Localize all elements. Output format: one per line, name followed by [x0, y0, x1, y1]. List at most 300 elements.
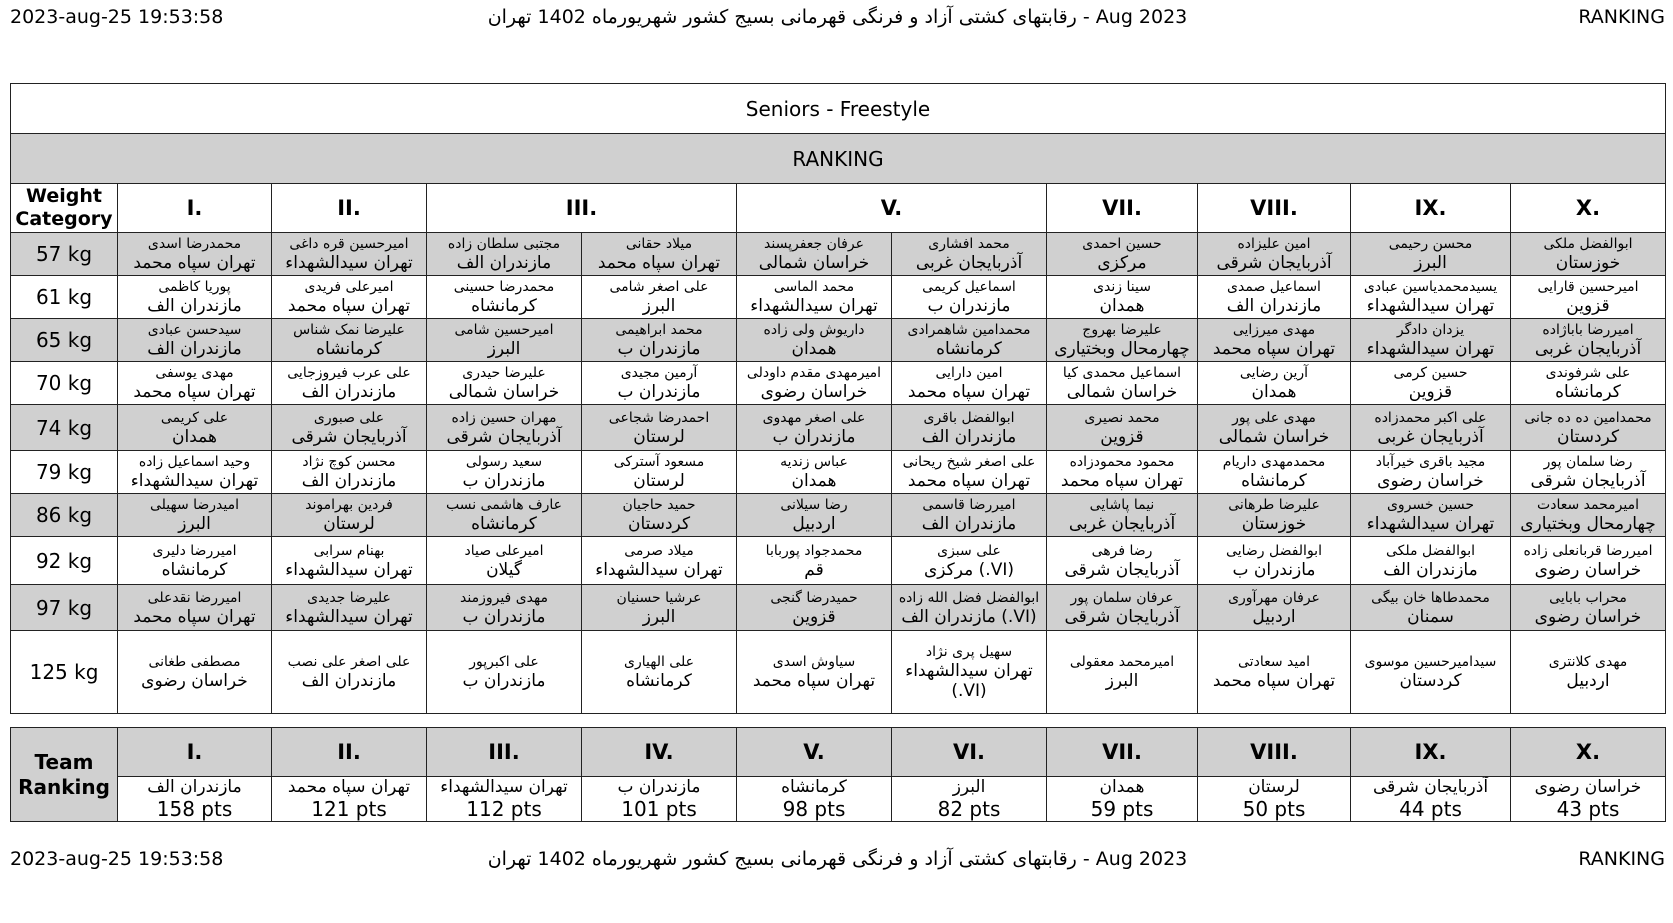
wrestler-cell: [1198, 451, 1351, 494]
wrestler-name: علی اصغر شیخ ریحانی: [902, 454, 1036, 470]
weight-category-cell: 92 kg: [11, 537, 118, 585]
table-row: [11, 585, 1666, 631]
wrestler-name: محراب بابایی: [1549, 589, 1627, 606]
wrestler-name: علیرضا جدیدی: [307, 589, 391, 606]
wrestler-cell: [892, 494, 1047, 537]
wrestler-team: البرز: [642, 296, 676, 316]
wrestler-name: محمد نصیری: [1084, 409, 1160, 426]
team-ranking-cell: [118, 777, 272, 822]
wrestler-name: وحید اسماعیل زاده: [138, 454, 251, 470]
weight-category-header: Weight Category: [11, 184, 118, 233]
wrestler-name: مجتبی سلطان زاده: [447, 236, 561, 252]
team-points: 158 pts: [156, 797, 233, 821]
table-row: [11, 631, 1666, 714]
team-ranking-cell: [1198, 777, 1351, 822]
wrestler-cell: [1198, 494, 1351, 537]
wrestler-name: محمد الماسی: [773, 279, 855, 295]
wrestler-name: علیرضا طرهانی: [1228, 497, 1320, 513]
wrestler-name: نیما پاشایی: [1089, 497, 1155, 513]
wrestler-team: خراسان شمالی: [448, 382, 560, 402]
wrestler-name: یزدان دادگر: [1396, 322, 1465, 338]
wrestler-team: تهران سپاه محمد: [287, 296, 411, 316]
wrestler-cell: [1047, 631, 1198, 714]
wrestler-name: علیرضا نمک شناس: [293, 322, 405, 338]
wrestler-cell: [1351, 631, 1511, 714]
wrestler-name: امیررضا باباژاده: [1542, 322, 1634, 338]
wrestler-team: مازندران الف: [147, 339, 242, 359]
wrestler-name: حسین کرمی: [1393, 365, 1468, 381]
wrestler-team: البرز: [178, 514, 211, 534]
wrestler-name: احمدرضا شجاعی: [608, 409, 710, 426]
team-points: 98 pts: [782, 797, 846, 821]
wrestler-name: میلاد حقانی: [625, 236, 693, 252]
rank-header: IX.: [1351, 184, 1511, 233]
team-points: 112 pts: [466, 797, 542, 821]
wrestler-name: علی اکبر محمدزاده: [1374, 409, 1487, 426]
wrestler-cell: [582, 405, 737, 451]
team-ranking-cell: [1047, 777, 1198, 822]
wrestler-name: سیدامیرحسین موسوی: [1364, 654, 1497, 670]
wrestler-team: (VI.) مرکزی: [923, 559, 1014, 580]
wrestler-cell: [1047, 405, 1198, 451]
wrestler-cell: [737, 585, 892, 631]
wrestler-team: تهران سپاه محمد: [597, 253, 721, 273]
header-right-label: RANKING: [1578, 6, 1665, 28]
wrestler-team: البرز: [1414, 253, 1447, 273]
wrestler-name: امیرمحمد معقولی: [1069, 654, 1175, 670]
wrestler-team: مازندران ب: [1232, 559, 1316, 580]
wrestler-cell: [1511, 494, 1666, 537]
team-ranking-cell: [892, 777, 1047, 822]
wrestler-team: همدان: [791, 471, 837, 491]
wrestler-team: سمنان: [1407, 606, 1454, 627]
team-rank-header: III.: [427, 728, 582, 777]
team-ranking-cell: [1351, 777, 1511, 822]
team-ranking-cell: [737, 777, 892, 822]
wrestler-cell: [737, 362, 892, 405]
wrestler-team: اردبیل: [1252, 606, 1296, 627]
wrestler-cell: [427, 362, 582, 405]
wrestler-cell: [1351, 233, 1511, 276]
wrestler-team: خراسان شمالی: [1218, 426, 1330, 447]
wrestler-cell: [427, 405, 582, 451]
wrestler-name: سعید رسولی: [465, 454, 543, 470]
wrestler-name: عرشیا حسنیان: [616, 589, 702, 606]
wrestler-team: آذربایجان شرقی: [446, 426, 562, 447]
wrestler-team: مازندران ب: [617, 382, 701, 402]
footer-title: رقابتهای کشتی آزاد و فرنگی قهرمانی بسیج کشور شهریورماه 1402 تهران - Aug 2023: [487, 848, 1188, 870]
wrestler-cell: [1047, 276, 1198, 319]
wrestler-name: محمد ابراهیمی: [615, 322, 703, 338]
wrestler-cell: [272, 585, 427, 631]
wrestler-team: تهران سیدالشهداء: [1366, 339, 1495, 359]
wrestler-team: آذربایجان شرقی: [291, 426, 407, 447]
wrestler-cell: [1047, 585, 1198, 631]
wrestler-name: مهدی یوسفی: [155, 365, 234, 381]
wrestler-cell: [1511, 585, 1666, 631]
wrestler-name: بهنام سرابی: [313, 542, 385, 559]
header-title: رقابتهای کشتی آزاد و فرنگی قهرمانی بسیج کشور شهریورماه 1402 تهران - Aug 2023: [487, 6, 1188, 28]
wrestler-cell: [118, 233, 272, 276]
wrestler-name: مهران حسین زاده: [451, 409, 557, 426]
wrestler-cell: [892, 585, 1047, 631]
wrestler-name: مهدی فیروزمند: [460, 589, 548, 606]
wrestler-team: مازندران الف: [301, 471, 397, 491]
wrestler-team: کرمانشاه: [626, 671, 692, 691]
wrestler-team: آذربایجان شرقی: [1064, 606, 1180, 627]
wrestler-name: رضا سلمان پور: [1543, 454, 1633, 470]
wrestler-name: محمدمهدی داریام: [1222, 454, 1326, 470]
wrestler-name: علی اصغر شامی: [609, 279, 709, 295]
wrestler-name: مصطفی طغانی: [148, 654, 241, 670]
team-ranking-cell: [582, 777, 737, 822]
wrestler-team: کرمانشاه: [1241, 471, 1307, 491]
wrestler-cell: [1351, 451, 1511, 494]
wrestler-team: همدان: [1251, 382, 1297, 402]
wrestler-team: لرستان: [633, 471, 685, 491]
wrestler-team: تهران سیدالشهداء: [285, 606, 413, 627]
wrestler-cell: [737, 494, 892, 537]
wrestler-team: کرمانشاه: [471, 296, 537, 316]
team-name: تهران سپاه محمد: [287, 777, 411, 797]
wrestler-name: محمدرضا حسینی: [453, 279, 555, 295]
wrestler-team: مازندران الف: [456, 253, 552, 273]
table-row: [11, 537, 1666, 585]
wrestler-cell: [582, 631, 737, 714]
wrestler-team: آذربایجان شرقی: [1064, 559, 1180, 580]
wrestler-team: آذربایجان غربی: [1068, 514, 1176, 534]
wrestler-team: خراسان رضوی: [1534, 606, 1642, 627]
wrestler-cell: [737, 319, 892, 362]
wrestler-cell: [427, 631, 582, 714]
wrestler-team: مازندران ب: [462, 471, 546, 491]
wrestler-name: علی الهیاری: [624, 654, 694, 670]
team-rank-header: X.: [1511, 728, 1666, 777]
wrestler-cell: [427, 585, 582, 631]
wrestler-cell: [1047, 537, 1198, 585]
wrestler-team: تهران سپاه محمد: [1060, 471, 1184, 491]
wrestler-team: تهران سپاه محمد: [1212, 339, 1336, 359]
wrestler-name: علی شرفوندی: [1545, 365, 1631, 381]
wrestler-name: محمد افشاری: [928, 236, 1010, 252]
wrestler-name: امیرعلی فریدی: [304, 279, 394, 295]
wrestler-team: قزوین: [1408, 382, 1453, 402]
wrestler-team: خراسان رضوی: [1534, 559, 1642, 580]
weight-category-cell: 70 kg: [11, 362, 118, 405]
wrestler-cell: [272, 405, 427, 451]
wrestler-name: مجید باقری خیرآباد: [1375, 454, 1486, 470]
wrestler-name: اسماعیل کریمی: [922, 279, 1016, 295]
wrestler-team: تهران سپاه محمد: [907, 471, 1031, 491]
wrestler-name: علی سبزی: [937, 542, 1001, 559]
wrestler-team: خراسان رضوی: [141, 671, 248, 691]
wrestler-name: محمود محمودزاده: [1069, 454, 1175, 470]
wrestler-team: اردبیل: [792, 514, 836, 534]
wrestler-cell: [427, 233, 582, 276]
wrestler-cell: [1511, 319, 1666, 362]
wrestler-team: مازندران ب: [772, 426, 856, 447]
wrestler-team: آذربایجان غربی: [1377, 426, 1484, 447]
wrestler-cell: [1198, 537, 1351, 585]
wrestler-cell: [118, 585, 272, 631]
footer-datetime: 2023-aug-25 19:53:58: [10, 848, 224, 870]
wrestler-cell: [272, 451, 427, 494]
wrestler-team: البرز: [487, 339, 521, 359]
wrestler-cell: [892, 451, 1047, 494]
wrestler-cell: [118, 537, 272, 585]
wrestler-cell: [1047, 494, 1198, 537]
wrestler-name: آرین رضایی: [1239, 365, 1309, 381]
wrestler-cell: [582, 585, 737, 631]
wrestler-name: عباس زندیه: [780, 454, 848, 470]
wrestler-cell: [1198, 276, 1351, 319]
wrestler-team: مازندران الف: [147, 296, 242, 316]
wrestler-team: کرمانشاه: [161, 559, 228, 580]
ranking-table: [10, 83, 1666, 714]
team-points: 82 pts: [937, 797, 1001, 821]
wrestler-name: سهیل پری نژاد: [925, 644, 1013, 660]
wrestler-team: تهران سیدالشهداء: [1366, 296, 1495, 316]
wrestler-name: علی اصغر مهدوی: [762, 409, 866, 426]
wrestler-cell: [272, 537, 427, 585]
team-points: 59 pts: [1090, 797, 1154, 821]
wrestler-cell: [272, 276, 427, 319]
wrestler-team: تهران سیدالشهداء: [750, 296, 878, 316]
team-name: البرز: [952, 777, 986, 797]
wrestler-team: تهران سپاه محمد: [133, 606, 256, 627]
wrestler-team: خراسان شمالی: [758, 253, 870, 273]
wrestler-team: مازندران الف: [301, 382, 397, 402]
wrestler-cell: [427, 451, 582, 494]
wrestler-name: محمدامین ده ده جانی: [1524, 409, 1652, 426]
wrestler-name: محسن کوچ نژاد: [302, 454, 396, 470]
wrestler-name: امیررضا قاسمی: [922, 497, 1016, 513]
rank-header: VII.: [1047, 184, 1198, 233]
wrestler-name: امیدرضا سهیلی: [149, 497, 240, 513]
wrestler-team: همدان: [172, 426, 217, 447]
team-ranking-cell: [427, 777, 582, 822]
team-rank-header: VIII.: [1198, 728, 1351, 777]
wrestler-team: همدان: [1099, 296, 1145, 316]
wrestler-team: آذربایجان غربی: [915, 253, 1023, 273]
rank-header: II.: [272, 184, 427, 233]
wrestler-name: امین علیزاده: [1237, 236, 1311, 252]
wrestler-cell: [427, 319, 582, 362]
wrestler-team: تهران سپاه محمد: [133, 382, 256, 402]
wrestler-team: کرمانشاه: [316, 339, 382, 359]
wrestler-team: مازندران ب: [927, 296, 1011, 316]
wrestler-cell: [892, 319, 1047, 362]
wrestler-cell: [892, 405, 1047, 451]
wrestler-cell: [737, 233, 892, 276]
team-ranking-cell: [1511, 777, 1666, 822]
wrestler-team: تهران سیدالشهداء (VI.): [905, 661, 1033, 701]
wrestler-name: داریوش ولی زاده: [763, 322, 865, 338]
wrestler-cell: [1198, 631, 1351, 714]
wrestler-team: تهران سیدالشهداء: [130, 471, 259, 491]
wrestler-cell: [118, 362, 272, 405]
wrestler-team: کرمانشاه: [1555, 382, 1621, 402]
team-points: 50 pts: [1242, 797, 1306, 821]
wrestler-cell: [737, 451, 892, 494]
team-name: همدان: [1099, 777, 1145, 797]
team-name: مازندران ب: [617, 777, 701, 797]
table-row: [11, 494, 1666, 537]
wrestler-team: تهران سیدالشهداء: [595, 559, 723, 580]
wrestler-name: ابوالفضل رضایی: [1226, 542, 1322, 559]
table-row: [11, 319, 1666, 362]
wrestler-name: محمدجواد پوربابا: [765, 542, 863, 559]
wrestler-name: امیرعلی صیاد: [464, 542, 544, 559]
rank-header: X.: [1511, 184, 1666, 233]
wrestler-name: امیرحسین شامی: [454, 322, 554, 338]
team-ranking-table: [10, 727, 1666, 822]
rank-header: VIII.: [1198, 184, 1351, 233]
wrestler-cell: [1047, 319, 1198, 362]
team-name: کرمانشاه: [781, 777, 847, 797]
team-points: 121 pts: [311, 797, 387, 821]
wrestler-name: سینا زندی: [1093, 279, 1151, 295]
wrestler-name: محمدرضا اسدی: [147, 236, 242, 252]
team-rank-header: IX.: [1351, 728, 1511, 777]
wrestler-cell: [582, 494, 737, 537]
footer-right-label: RANKING: [1578, 848, 1665, 870]
wrestler-cell: [1198, 362, 1351, 405]
wrestler-team: قزوین: [792, 606, 836, 627]
wrestler-team: تهران سیدالشهداء: [285, 559, 413, 580]
wrestler-team: البرز: [642, 606, 676, 627]
team-rank-header: VI.: [892, 728, 1047, 777]
wrestler-cell: [1511, 451, 1666, 494]
wrestler-team: مازندران ب: [617, 339, 701, 359]
wrestler-team: چهارمحال وبختیاری: [1520, 514, 1656, 534]
wrestler-cell: [118, 276, 272, 319]
wrestler-name: مهدی علی پور: [1232, 409, 1316, 426]
wrestler-team: آذربایجان غربی: [1534, 339, 1642, 359]
wrestler-team: تهران سیدالشهداء: [1366, 514, 1495, 534]
wrestler-name: عرفان جعفرپسند: [764, 236, 864, 252]
team-rank-header: VII.: [1047, 728, 1198, 777]
wrestler-cell: [1047, 233, 1198, 276]
wrestler-team: مازندران الف: [921, 514, 1017, 534]
wrestler-cell: [737, 405, 892, 451]
team-rank-header: I.: [118, 728, 272, 777]
wrestler-cell: [582, 451, 737, 494]
team-points: 44 pts: [1399, 797, 1462, 821]
wrestler-name: محمدطاها خان بیگی: [1371, 589, 1490, 606]
wrestler-cell: [1511, 631, 1666, 714]
team-name: آذربایجان شرقی: [1372, 777, 1489, 797]
wrestler-name: علی اصغر علی نصب: [287, 654, 411, 670]
wrestler-cell: [118, 631, 272, 714]
wrestler-name: امیررضا قربانعلی زاده: [1523, 542, 1653, 559]
team-name: خراسان رضوی: [1534, 777, 1642, 797]
wrestler-team: خراسان رضوی: [760, 382, 868, 402]
wrestler-cell: [272, 319, 427, 362]
wrestler-cell: [1351, 276, 1511, 319]
wrestler-name: ابوالفضل ملکی: [1543, 236, 1633, 252]
weight-category-cell: 61 kg: [11, 276, 118, 319]
wrestler-cell: [1351, 405, 1511, 451]
wrestler-cell: [582, 319, 737, 362]
rank-header: III.: [427, 184, 737, 233]
wrestler-team: لرستان: [633, 426, 685, 447]
table-row: [11, 451, 1666, 494]
weight-category-cell: 97 kg: [11, 585, 118, 631]
team-name: تهران سیدالشهداء: [440, 777, 568, 797]
team-rank-header: V.: [737, 728, 892, 777]
wrestler-cell: [272, 494, 427, 537]
wrestler-name: ابوالفضل باقری: [923, 409, 1015, 426]
wrestler-team: مرکزی: [1097, 253, 1147, 273]
wrestler-cell: [1351, 362, 1511, 405]
weight-category-cell: 79 kg: [11, 451, 118, 494]
wrestler-name: رضا سیلانی: [780, 497, 848, 513]
team-ranking-label: Team Ranking: [11, 728, 118, 822]
wrestler-name: اسماعیل محمدی کیا: [1062, 365, 1182, 381]
wrestler-team: مازندران الف: [1383, 559, 1478, 580]
wrestler-team: کردستان: [1556, 426, 1620, 447]
table-row: [11, 233, 1666, 276]
wrestler-team: مازندران ب: [462, 671, 546, 691]
table-row: [11, 362, 1666, 405]
wrestler-name: ابوالفضل فضل الله زاده: [898, 589, 1040, 606]
wrestler-cell: [118, 494, 272, 537]
team-name: لرستان: [1248, 777, 1300, 797]
rank-header: V.: [737, 184, 1047, 233]
wrestler-cell: [737, 631, 892, 714]
wrestler-name: سیاوش اسدی: [772, 654, 856, 670]
wrestler-team: قزوین: [1100, 426, 1144, 447]
table-title: Seniors - Freestyle: [11, 84, 1666, 134]
wrestler-team: کرمانشاه: [936, 339, 1002, 359]
wrestler-team: مازندران ب: [462, 606, 546, 627]
wrestler-cell: [1511, 276, 1666, 319]
wrestler-name: سیدحسن عبادی: [147, 322, 242, 338]
page-header: [10, 6, 1665, 30]
wrestler-name: آرمین مجیدی: [620, 365, 698, 381]
wrestler-cell: [272, 631, 427, 714]
wrestler-name: علی عرب فیروزجایی: [287, 365, 411, 381]
wrestler-name: علی صبوری: [313, 409, 385, 426]
wrestler-team: گیلان: [486, 559, 522, 580]
wrestler-team: لرستان: [323, 514, 375, 534]
wrestler-team: تهران سیدالشهداء: [285, 253, 413, 273]
wrestler-team: خراسان رضوی: [1377, 471, 1484, 491]
wrestler-cell: [1351, 537, 1511, 585]
wrestler-name: امیرحسین قره داغی: [289, 236, 409, 252]
table-row: [11, 276, 1666, 319]
wrestler-name: اسماعیل صمدی: [1227, 279, 1321, 295]
wrestler-team: آذربایجان شرقی: [1216, 253, 1332, 273]
wrestler-cell: [427, 276, 582, 319]
wrestler-name: مهدی کلانتری: [1548, 654, 1628, 670]
wrestler-name: علی اکبرپور: [469, 654, 539, 670]
table-row: [11, 405, 1666, 451]
wrestler-name: عرفان سلمان پور: [1070, 589, 1174, 606]
team-points: 101 pts: [621, 797, 697, 821]
wrestler-cell: [118, 319, 272, 362]
wrestler-name: علیرضا حیدری: [462, 365, 546, 381]
wrestler-team: آذربایجان شرقی: [1530, 471, 1646, 491]
team-rank-header: II.: [272, 728, 427, 777]
wrestler-name: حسین احمدی: [1082, 236, 1162, 252]
wrestler-name: حمید حاجیان: [622, 497, 696, 513]
wrestler-team: خراسان شمالی: [1066, 382, 1178, 402]
wrestler-team: همدان: [791, 339, 837, 359]
wrestler-cell: [1511, 362, 1666, 405]
wrestler-name: علی کریمی: [160, 409, 229, 426]
